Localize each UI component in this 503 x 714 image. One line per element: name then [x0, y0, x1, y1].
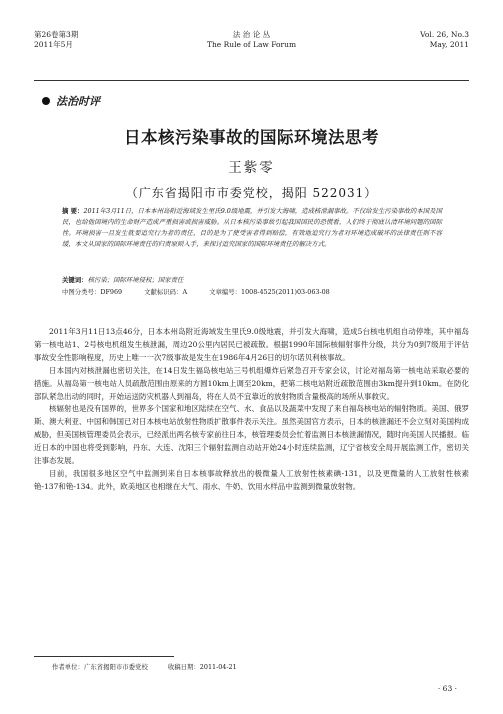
issue-info-en	[420, 30, 469, 50]
keywords-text: 核污染；国际环境侵权；国家责任	[87, 276, 184, 284]
footnote	[52, 662, 237, 671]
body-paragraph: 目前，我国很多地区空气中监测到来自日本核事故释放出的极微量人工放射性核素碘-131，以及更微量的人工放射性核素铯-137和铯-134。此外，欧美地区也相继在大气、雨水、牛奶、饮用水样品中监测到微量放射物。	[34, 468, 469, 491]
issue-date-en: May, 2011	[429, 40, 469, 49]
journal-header	[34, 30, 469, 64]
body-paragraph: 2011年3月11日13点46分，日本本州岛附近海域发生里氏9.0级地震，并引发大海啸，造成5台核电机组自动停堆，其中福岛第一核电站1、2号核电机组发生核泄漏，周边20公里内居民已被疏散。根据1990年国际核辐射事件分级，共分为0到7级用于评估事故安全性影响程度，历史上唯一一次7级事故是发生在1986年4月26日的切尔诺贝利核事故。	[34, 327, 469, 362]
clc-number: 中图分类号：DF969	[62, 288, 123, 296]
classification-line	[62, 287, 442, 296]
keywords	[62, 275, 442, 284]
journal-name-en: The Rule of Law Forum	[206, 40, 297, 49]
section-label-text: 法治时评	[56, 95, 100, 108]
abstract	[62, 206, 442, 250]
document-code: 文献标识码：A	[144, 288, 188, 296]
bullet-icon	[42, 97, 50, 105]
header-rule	[34, 80, 469, 81]
article-number: 文章编号：1008-4525(2011)03-063-08	[209, 288, 330, 296]
abstract-text: 2011年3月11日，日本本州岛附近海域发生里氏9.0级地震，并引发大海啸，造成核泄漏事故。不仅给发生污染事故的本国及国民，也给他国境内的生命财产造成严重损害或损害威胁。从日本核污染事故引起我国国民的恐慌看，人们终于彻底认清环境问题的国际性。环境损害一旦发生就要追究行为者的责任，目的是为了使受害者得到赔偿，有效地追究行为者对环境造成破坏的法律责任则不容缓，本文从国家的国际环境责任的归责原则入手，来探讨追究国家的国际环境责任的解决方式。	[62, 207, 442, 248]
body-paragraph: 核辐射也是没有国界的，世界多个国家和地区陆续在空气、水、食品以及蔬菜中发现了来自福岛核电站的辐射物质。美国、俄罗斯、澳大利亚、中国和韩国已对日本核电站放射性物质扩散事件表示关注。虽然美国官方表示，日本的核泄漏还不会立刻对美国构成威胁，但美国核管理委员会表示，已经派出两名核专家前往日本，核管理委员会忙着监测日本核泄漏情况，随时向美国人民播报。临近日本的中国也将受到影响，丹东、大连、沈阳三个辐射监测自动站开始24小时连续监测，辽宁省核安全局开展监测工作，密切关注事态发展。	[34, 404, 469, 466]
received-date: 收稿日期：2011-04-21	[167, 663, 237, 671]
volume-issue-en: Vol. 26, No.3	[420, 30, 469, 39]
footnote-rule	[34, 656, 174, 657]
author-name: 王紫零	[228, 160, 275, 176]
article-body	[34, 326, 469, 494]
page-number: · 63 ·	[437, 684, 457, 693]
body-paragraph: 日本国内对核泄漏也密切关注，在14日发生福岛核电站三号机组爆炸后紧急召开专家会议，讨论对福岛第一核电站采取必要的措施。从福岛第一核电站人员疏散范围由原来的方圆10km上调至20km，把第二核电站附近疏散范围由3km提升到10km。在防化部队紧急出动的同时，开始运送防灾机器人到福岛，将在人员不宜靠近的放射物质含量极高的场所从事救灾。	[34, 365, 469, 401]
section-label	[42, 93, 100, 109]
journal-name-cn: 法 治 论 丛	[232, 30, 271, 39]
abstract-label: 摘 要：	[62, 207, 84, 215]
author-affiliation: （广东省揭阳市市委党校，揭阳 522031）	[125, 186, 378, 200]
article-title: 日本核污染事故的国际环境法思考	[124, 128, 379, 147]
author-unit: 作者单位：广东省揭阳市市委党校	[52, 663, 148, 671]
volume-issue: 第26卷第3期	[34, 30, 79, 39]
journal-name	[34, 30, 469, 50]
keywords-label: 关键词：	[62, 276, 88, 284]
issue-date: 2011年5月	[34, 40, 73, 49]
